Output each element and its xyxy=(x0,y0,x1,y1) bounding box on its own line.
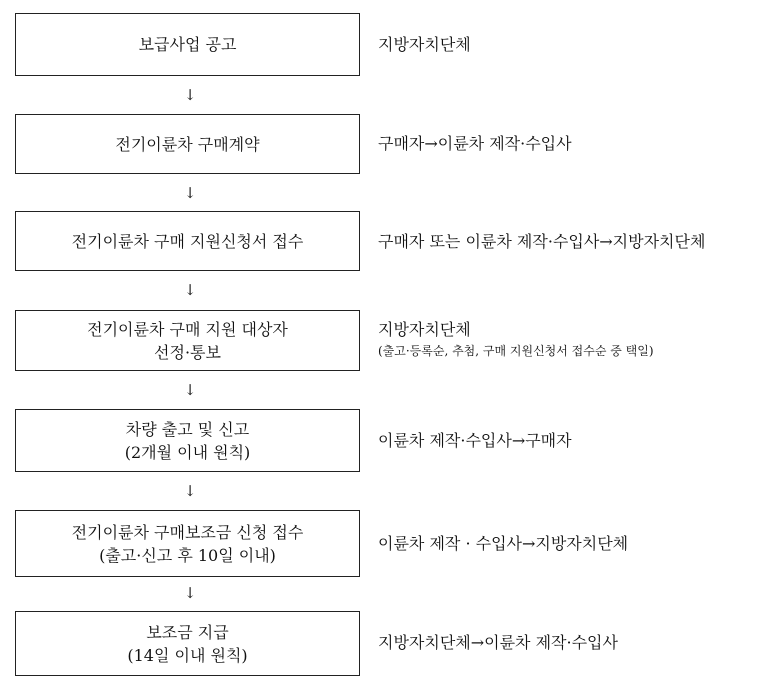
step-box-purchase-contract xyxy=(15,114,360,174)
arrow-4-down-icon: ↓ xyxy=(183,381,197,399)
arrow-3-down-icon: ↓ xyxy=(183,281,197,299)
step-4-title-line-1: 전기이륜차 구매 지원 대상자 xyxy=(87,319,288,339)
step-5-title-line-1: 차량 출고 및 신고 xyxy=(125,419,250,439)
arrow-6-down-icon: ↓ xyxy=(183,584,197,602)
step-box-selection-notice xyxy=(15,310,360,371)
step-4-actor-text: 지방자치단체 xyxy=(378,320,471,339)
step-6-title-line-2: (출고·신고 후 10일 이내) xyxy=(99,545,276,565)
step-box-subsidy-application xyxy=(15,510,360,577)
step-3-actor xyxy=(378,231,705,253)
step-5-actor xyxy=(378,430,572,452)
step-1-title: 보급사업 공고 xyxy=(138,35,237,54)
step-3-title: 전기이륜차 구매 지원신청서 접수 xyxy=(71,231,304,251)
step-box-subsidy-payment xyxy=(15,611,360,676)
step-2-actor-text: 구매자→이륜차 제작·수입사 xyxy=(378,134,572,153)
step-6-title-line-1: 전기이륜차 구매보조금 신청 접수 xyxy=(71,522,304,542)
step-6-actor xyxy=(378,533,628,555)
step-box-application-receipt xyxy=(15,211,360,271)
step-2-actor xyxy=(378,133,572,155)
step-5-actor-text: 이륜차 제작·수입사→구매자 xyxy=(378,431,572,450)
step-box-announcement xyxy=(15,13,360,76)
step-4-actor xyxy=(378,319,654,360)
step-2-title: 전기이륜차 구매계약 xyxy=(115,134,260,154)
step-7-actor-text: 지방자치단체→이륜차 제작·수입사 xyxy=(378,633,618,652)
step-7-actor xyxy=(378,632,618,654)
step-1-actor-text: 지방자치단체 xyxy=(378,35,471,54)
step-1-actor xyxy=(378,34,471,56)
step-4-actor-note: (출고·등록순, 추첨, 구매 지원신청서 접수순 중 택일) xyxy=(378,344,654,358)
step-box-vehicle-delivery xyxy=(15,409,360,472)
step-7-title-line-1: 보조금 지급 xyxy=(146,622,229,642)
step-4-title-line-2: 선정·통보 xyxy=(154,342,221,362)
step-3-actor-text: 구매자 또는 이륜차 제작·수입사→지방자치단체 xyxy=(378,232,706,251)
arrow-2-down-icon: ↓ xyxy=(183,184,197,202)
step-5-title-line-2: (2개월 이내 원칙) xyxy=(124,442,251,462)
arrow-1-down-icon: ↓ xyxy=(183,86,197,104)
arrow-5-down-icon: ↓ xyxy=(183,482,197,500)
step-6-actor-text: 이륜차 제작 · 수입사→지방자치단체 xyxy=(378,534,629,553)
step-7-title-line-2: (14일 이내 원칙) xyxy=(127,645,248,665)
